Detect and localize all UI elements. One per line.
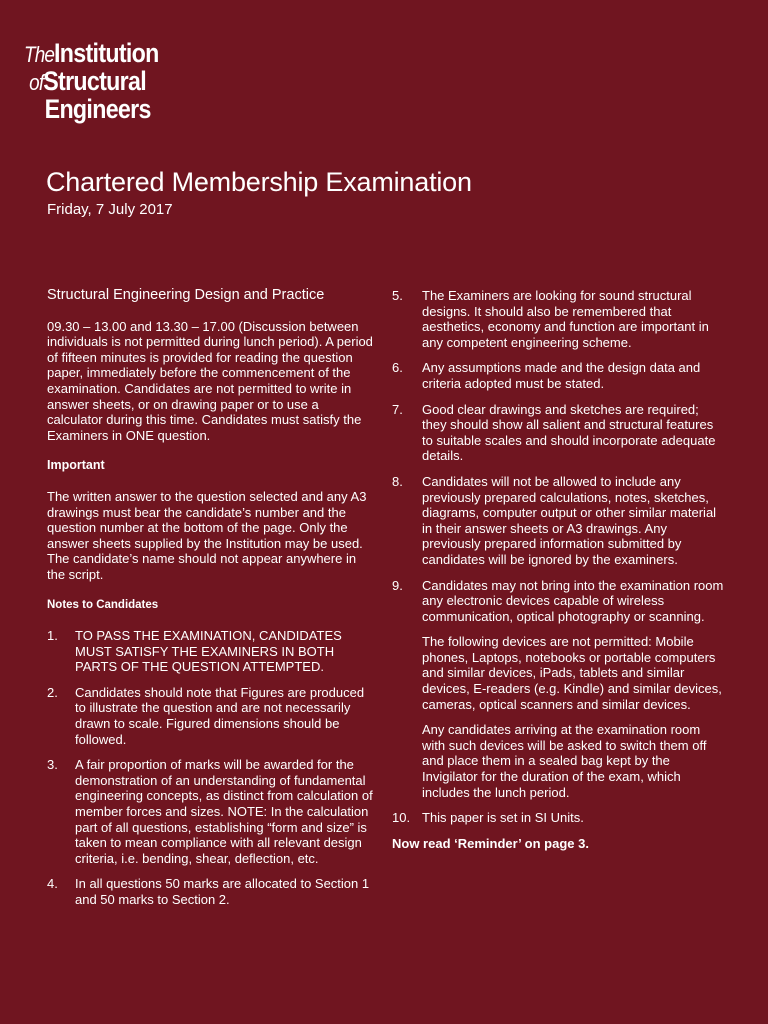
logo-institution: Institution bbox=[54, 38, 159, 68]
prohibited-devices-text: The following devices are not permitted: Mobile phones, Laptops, notebooks or portable computers and similar devices, iPads, tablets and similar devices, E-readers (e.g. Kindle) and similar devices, cameras, optical scanners and similar devices. bbox=[422, 634, 722, 712]
note-text: Any assumptions made and the design data and criteria adopted must be stated. bbox=[422, 360, 701, 391]
note-text: The Examiners are looking for sound structural designs. It should also be remembered that aesthetics, economy and function are important in any competent engineering scheme. bbox=[422, 288, 709, 350]
page-title: Chartered Membership Examination bbox=[46, 167, 472, 197]
note-item bbox=[392, 578, 724, 625]
important-text: The written answer to the question selected and any A3 drawings must bear the candidate’s number and the question number at the bottom of the page. Only the answer sheets supplied by the Institution may be used. The candidate’s name should not appear anywhere in the script. bbox=[47, 488, 367, 582]
note-number: 1. bbox=[47, 628, 58, 644]
note-item bbox=[392, 810, 724, 826]
important-heading: Important bbox=[47, 458, 105, 473]
note-item bbox=[47, 685, 373, 747]
note-item bbox=[47, 876, 373, 907]
note-item bbox=[47, 757, 373, 866]
note-text: Candidates should note that Figures are produced to illustrate the question and are not necessarily drawn to scale. Figured dimensions should be followed. bbox=[75, 684, 365, 747]
note-text: This paper is set in SI Units. bbox=[422, 810, 584, 826]
subject-title: Structural Engineering Design and Practice bbox=[47, 287, 325, 303]
note-number: 5. bbox=[392, 288, 403, 303]
note-item bbox=[392, 402, 724, 464]
note-number: 8. bbox=[392, 473, 403, 489]
note-item bbox=[392, 474, 724, 568]
note-item bbox=[392, 288, 724, 350]
right-column bbox=[392, 288, 724, 851]
reminder-text: Now read ‘Reminder’ on page 3. bbox=[392, 835, 589, 851]
logo-of: of bbox=[29, 70, 44, 95]
note-text: TO PASS THE EXAMINATION, CANDIDATES MUST SATISFY THE EXAMINERS IN BOTH PARTS OF THE QUESTION ATTEMPTED. bbox=[75, 628, 342, 675]
note-text: Good clear drawings and sketches are required; they should show all salient and structural features to suitable scales and should incorporate adequate details. bbox=[422, 401, 716, 464]
note-item bbox=[392, 360, 724, 391]
device-handling-text: Any candidates arriving at the examination room with such devices will be asked to switch them off and place them in a sealed bag kept by the Invigilator for the duration of the exam, which includes the lunch period. bbox=[422, 722, 707, 800]
notes-heading: Notes to Candidates bbox=[47, 598, 159, 611]
note-number: 10. bbox=[392, 810, 411, 826]
note-text: Candidates may not bring into the examination room any electronic devices capable of wireless communication, optical photography or scanning. bbox=[422, 577, 724, 624]
note-item bbox=[47, 628, 373, 675]
exam-instructions: 09.30 – 13.00 and 13.30 – 17.00 (Discussion between individuals is not permitted during lunch period). A period of fifteen minutes is provided for reading the question paper, immediately before the commencement of the examination. Candidates are not permitted to write in answer sheets, or on drawing paper or to use a calculator during this time. Candidates must satisfy the Examiners in ONE question. bbox=[47, 318, 373, 443]
note-text: A fair proportion of marks will be awarded for the demonstration of an understanding of fundamental engineering concepts, as distinct from calculation of member forces and sizes. NOTE: In the calculation part of all questions, establishing “form and size” is taken to mean compliance with all relevant design criteria, i.e. bending, shear, deflection, etc. bbox=[75, 757, 373, 866]
exam-date: Friday, 7 July 2017 bbox=[47, 201, 173, 218]
note-number: 9. bbox=[392, 577, 403, 593]
note-text: Candidates will not be allowed to include any previously prepared calculations, notes, sketches, diagrams, computer output or other similar material in their answer sheets or A3 drawings. Any previously prepared information submitted by candidates will be ignored by the examiners. bbox=[422, 473, 717, 567]
institution-logo bbox=[24, 40, 159, 122]
note-number: 6. bbox=[392, 360, 403, 376]
logo-structural: Structural bbox=[43, 66, 147, 96]
note-number: 3. bbox=[47, 757, 58, 773]
logo-line-2 bbox=[29, 68, 159, 96]
logo-line-3 bbox=[45, 96, 159, 122]
logo-the: The bbox=[24, 42, 55, 67]
note-number: 4. bbox=[47, 876, 58, 892]
left-column bbox=[47, 288, 373, 918]
note-number: 7. bbox=[392, 401, 403, 417]
logo-line-1 bbox=[24, 40, 159, 68]
logo-engineers: Engineers bbox=[44, 94, 151, 124]
note-text: In all questions 50 marks are allocated to Section 1 and 50 marks to Section 2. bbox=[75, 876, 370, 907]
note-number: 2. bbox=[47, 684, 58, 700]
